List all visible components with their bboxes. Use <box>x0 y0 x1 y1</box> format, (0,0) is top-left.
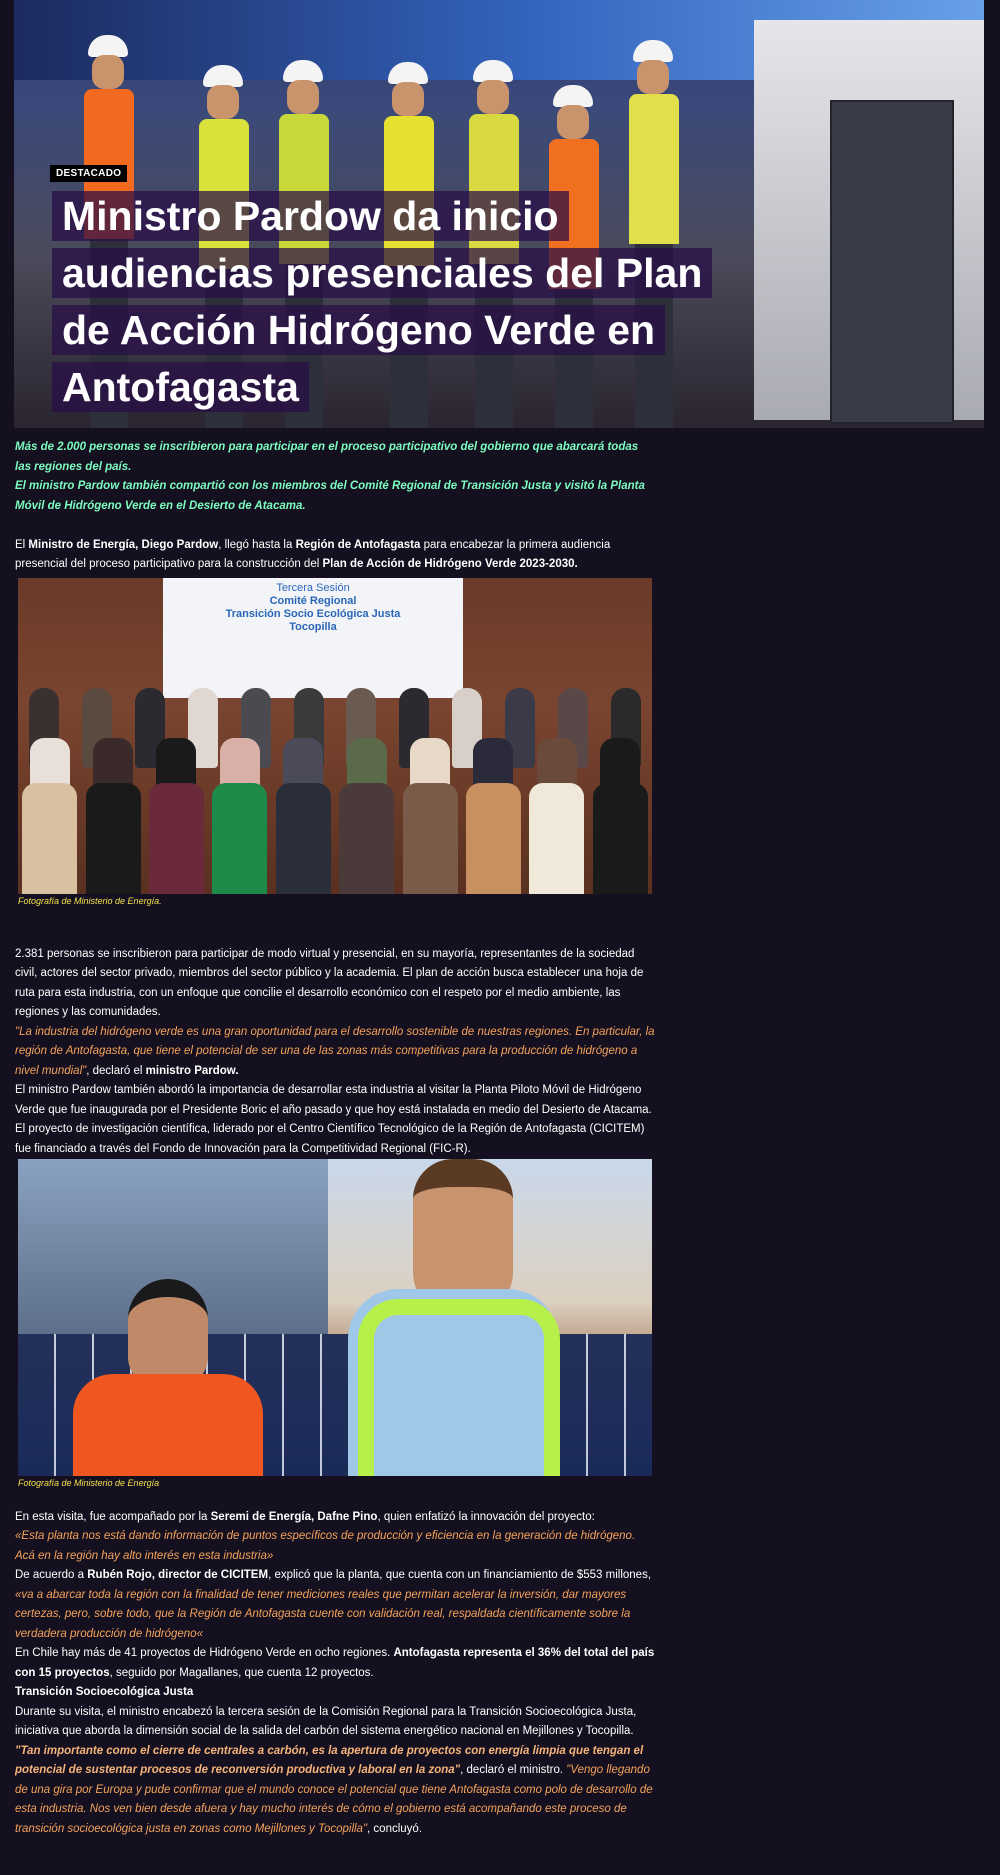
photo-caption: Fotografía de Ministerio de Energía. <box>18 895 162 906</box>
committee-group-photo <box>18 578 652 894</box>
minister-quote: "La industria del hidrógeno verde es una gran oportunidad para el desarrollo sostenible de nuestras regiones. En particular, la región de Antofagasta, que tiene el potencial de ser una de las zonas más competitivas para la producción de hidrógeno a nivel mundial", declaró el ministro Pardow. <box>15 1025 655 1077</box>
title-line: Ministro Pardow da inicio <box>52 191 569 241</box>
hero-door-panel <box>830 100 954 424</box>
cicitem-paragraph: De acuerdo a Rubén Rojo, director de CICITEM, explicó que la planta, que cuenta con un financiamiento de $553 millones, «va a abarcar toda la región con la finalidad de tener mediciones reales que permitan acelerar la inversión, dar mayores certezas, pero, sobre todo, que la Región de Antofagasta cuente con validación real, respaldada científicamente sobre la verdadera producción de hidrógeno« <box>15 1569 652 1640</box>
screen-text: Transición Socio Ecológica Justa <box>225 607 401 620</box>
screen-text: Tercera Sesión <box>276 581 350 594</box>
young-man <box>73 1279 263 1476</box>
title-line: Antofagasta <box>52 362 309 412</box>
presentation-screen <box>163 578 463 698</box>
solar-plant-photo <box>18 1159 652 1476</box>
section-subheading: Transición Socioecológica Justa <box>15 1686 194 1698</box>
seremi-paragraph: En esta visita, fue acompañado por la Seremi de Energía, Dafne Pino, quien enfatizó la innovación del proyecto: «Esta planta nos está dando información de puntos específicos de producción y eficiencia en la generación de hidrógeno. Acá en la región hay alto interés en esta industria» <box>15 1510 636 1562</box>
screen-text: Tocopilla <box>289 620 337 633</box>
minister-pardow <box>348 1159 588 1476</box>
body-paragraph: 2.381 personas se inscribieron para participar de modo virtual y presencial, en su mayoría, representantes de la sociedad civil, actores del sector privado, miembros del sector público y la academia. El plan de acción busca establecer una hoja de ruta para esta industria, con un enfoque que concilie el desarrollo económico con el respeto por el medio ambiente, las regiones y las comunidades. <box>15 947 644 1018</box>
closing-quote: "Tan importante como el cierre de centrales a carbón, es la apertura de proyectos con energía limpia que tengan el potencial de sustentar procesos de reconversión productiva y laboral en la zona", declaró el ministro. "Vengo llegando de una gira por Europa y pude confirmar que el mundo conoce el potencial que tiene Antofagasta como polo de desarrollo de esta industria. Nos ven bien desde afuera y hay mucho interés de cómo el gobierno está acompañando este proceso de transición socioecológica justa en zonas como Mejillones y Tocopilla", concluyó. <box>15 1744 653 1835</box>
article-body <box>15 438 655 1839</box>
body-paragraph: El ministro Pardow también abordó la importancia de desarrollar esta industria al visitar la Planta Piloto Móvil de Hidrógeno Verde que fue inaugurada por el Presidente Boric el año pasado y que hoy está instalada en medio del Desierto de Atacama. El proyecto de investigación científica, liderado por el Centro Científico Tecnológico de la Región de Antofagasta (CICITEM) fue financiado a través del Fondo de Innovación para la Competitividad Regional (FIC-R). <box>15 1084 652 1155</box>
hero-image <box>14 0 984 428</box>
photo-caption: Fotografía de Ministerio de Energía <box>18 1478 160 1488</box>
screen-text: Comité Regional <box>269 594 357 607</box>
intro-paragraph: El Ministro de Energía, Diego Pardow, llegó hasta la Región de Antofagasta para encabezar la primera audiencia presencial del proceso participativo para la construcción del Plan de Acción de Hidrógeno Verde 2023-2030. <box>15 538 611 570</box>
projects-paragraph: En Chile hay más de 41 proyectos de Hidrógeno Verde en ocho regiones. Antofagasta representa el 36% del total del país con 15 proyectos, seguido por Magallanes, que cuenta 12 proyectos. <box>15 1647 655 1679</box>
article-title[interactable] <box>52 188 772 416</box>
title-line: de Acción Hidrógeno Verde en <box>52 305 665 355</box>
title-line: audiencias presenciales del Plan <box>52 248 712 298</box>
lead-paragraph: Más de 2.000 personas se inscribieron para participar en el proceso participativo del gobierno que abarcará todas las regiones del país. <box>15 441 639 473</box>
crowd-front-row <box>18 783 652 894</box>
body-paragraph: Durante su visita, el ministro encabezó la tercera sesión de la Comisión Regional para la Transición Socioecológica Justa, iniciativa que aborda la dimensión social de la salida del carbón del sistema energético nacional en Mejillones y Tocopilla. <box>15 1705 637 1737</box>
featured-badge[interactable]: DESTACADO <box>50 165 127 182</box>
lead-paragraph: El ministro Pardow también compartió con los miembros del Comité Regional de Transición Justa y visitó la Planta Móvil de Hidrógeno Verde en el Desierto de Atacama. <box>15 480 645 512</box>
